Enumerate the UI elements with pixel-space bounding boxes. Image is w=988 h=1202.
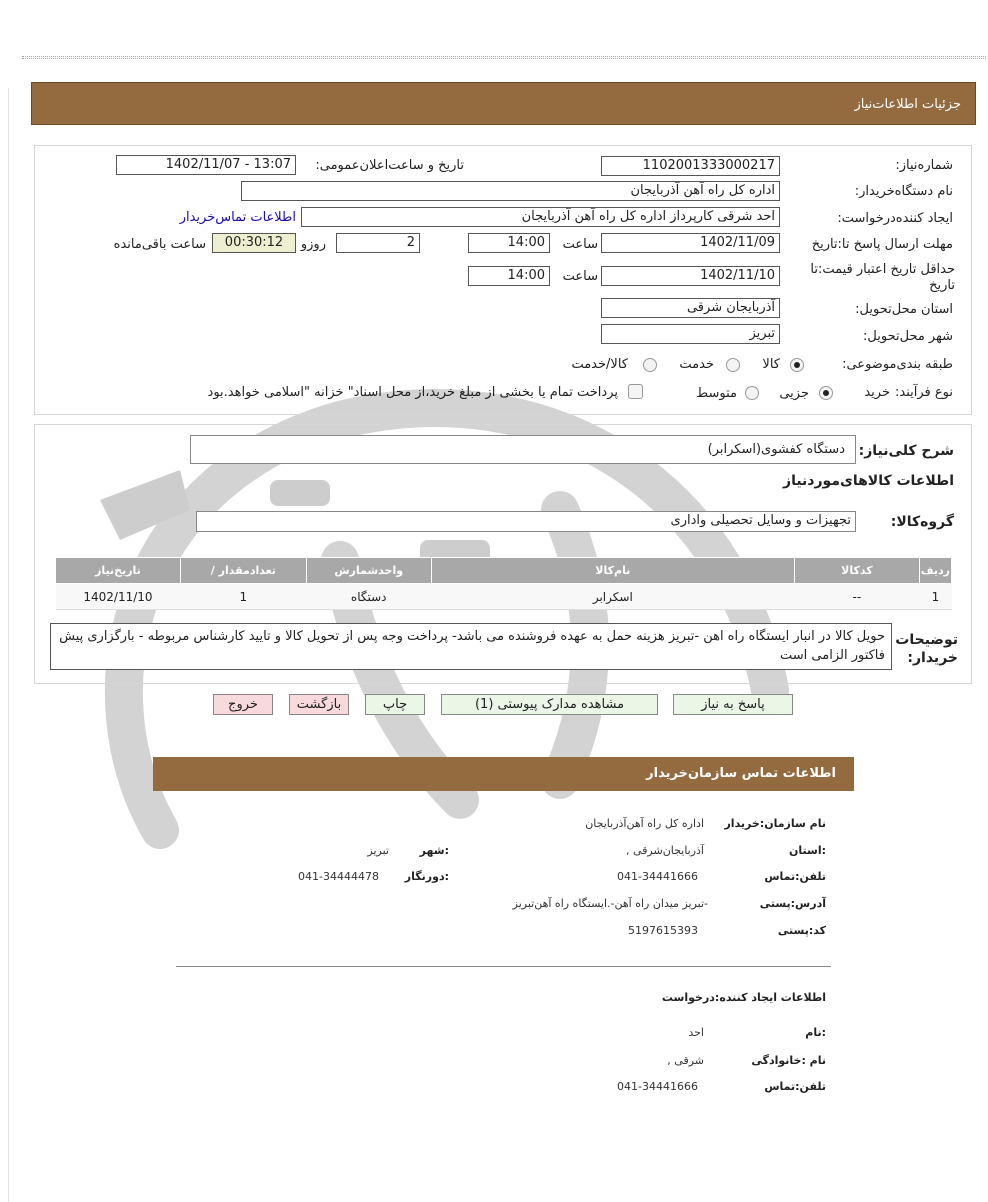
treasury-payment-note: پرداخت تمام یا بخشی از مبلغ خرید،از محل اسناد" خزانه "اسلامی خواهد.بود — [207, 385, 618, 400]
creator-info-title: اطلاعات ایجاد کننده:درخواست — [661, 991, 826, 1004]
process-radio-minor[interactable] — [819, 386, 833, 400]
days-label: روزو — [300, 237, 326, 252]
creator-name-value: احد — [688, 1026, 704, 1039]
creator-phone-value: 041-34441666 — [617, 1080, 698, 1093]
category-radio-goods[interactable] — [790, 358, 804, 372]
col-code-header: کدکالا — [794, 558, 919, 584]
org-name-label: نام سازمان:خریدار — [724, 817, 826, 830]
category-option-goods: کالا — [762, 357, 780, 372]
summary-label: شرح کلی‌نیاز: — [858, 443, 954, 459]
city-label: شهر محل‌تحویل: — [863, 329, 953, 344]
cell-qty: 1 — [180, 584, 306, 610]
cell-code: -- — [794, 584, 919, 610]
table-row — [56, 584, 952, 610]
announce-date-field: 1402/11/07 - 13:07 — [116, 155, 296, 175]
col-row-header: ردیف — [919, 558, 951, 584]
category-radio-both[interactable] — [643, 358, 657, 372]
remaining-label: ساعت باقی‌مانده — [113, 237, 206, 252]
city-contact-label: :شهر — [419, 844, 449, 857]
need-number-label: شماره‌نیاز: — [895, 158, 953, 173]
validity-time-field: 14:00 — [468, 266, 550, 286]
reply-button[interactable]: پاسخ به نیاز — [673, 694, 793, 715]
summary-field: دستگاه کفشوی(اسکرابر) — [190, 435, 856, 464]
contact-divider — [176, 966, 831, 967]
buyer-contact-bar — [153, 757, 854, 791]
creator-family-value: شرقی , — [667, 1054, 704, 1067]
process-label: نوع فرآیند: — [895, 385, 953, 400]
fax-label: :دورنگار — [404, 870, 449, 883]
goods-group-field: تجهیزات و وسایل تحصیلی واداری — [196, 511, 856, 532]
cell-row: 1 — [919, 584, 951, 610]
deadline-label: مهلت ارسال پاسخ تا:تاریخ — [811, 237, 953, 252]
days-field: 2 — [336, 233, 420, 253]
remaining-time-field: 00:30:12 — [212, 233, 296, 253]
address-value: -تبریز میدان راه آهن-.ایستگاه راه آهن‌تبریز — [512, 897, 708, 910]
announce-label: تاریخ و ساعت‌اعلان‌عمومی: — [315, 158, 464, 173]
buyer-contact-title: اطلاعات تماس سازمان‌خریدار — [646, 766, 836, 781]
goods-table — [55, 557, 952, 610]
phone-label: تلفن:تماس — [764, 870, 826, 883]
province-label: استان محل‌تحویل: — [855, 302, 953, 317]
col-date-header: تاریخ‌نیاز — [56, 558, 181, 584]
buyer-notes-label: توضیحات خریدار: — [895, 632, 958, 666]
cell-date: 1402/11/10 — [56, 584, 181, 610]
cell-unit: دستگاه — [306, 584, 431, 610]
treasury-payment-checkbox[interactable] — [628, 384, 643, 399]
left-border — [8, 88, 9, 1202]
deadline-time-field: 14:00 — [468, 233, 550, 253]
col-unit-header: واحدشمارش — [306, 558, 431, 584]
process-prefix: خرید — [864, 385, 890, 400]
creator-name-label: :نام — [805, 1026, 826, 1039]
print-button[interactable]: چاپ — [365, 694, 425, 715]
top-divider — [22, 56, 986, 59]
creator-field: احد شرقی کارپرداز اداره کل راه آهن آذربایجان — [301, 207, 780, 227]
goods-info-title: اطلاعات کالاهای‌موردنیاز — [783, 473, 954, 489]
category-option-service: خدمت — [679, 357, 714, 372]
buyer-field: اداره کل راه آهن آذربایجان — [241, 181, 780, 201]
deadline-time-label: ساعت — [562, 237, 598, 252]
creator-family-label: نام :خانوادگی — [751, 1054, 826, 1067]
province-contact-value: آذربایجان‌شرقی , — [626, 844, 704, 857]
process-option-medium: متوسط — [696, 386, 737, 401]
address-label: آدرس:پستی — [759, 897, 826, 910]
process-option-minor: جزیی — [779, 386, 809, 401]
deadline-date-field: 1402/11/09 — [601, 233, 780, 253]
category-label: طبقه بندی‌موضوعی: — [842, 357, 953, 372]
buyer-notes-field: حویل کالا در انبار ایستگاه راه اهن -تبریز هزینه حمل به عهده فروشنده می باشد- پرداخت وجه پس از تحویل کالا و تایید کارشناس مربوطه - بارگزاری پیش فاکتور الزامی است — [50, 623, 892, 670]
validity-label: حداقل تاریخ اعتبار قیمت:تا تاریخ — [810, 262, 955, 293]
process-radio-medium[interactable] — [745, 386, 759, 400]
col-name-header: نام‌کالا — [431, 558, 794, 584]
back-button[interactable]: بازگشت — [289, 694, 349, 715]
postal-code-label: کد:پستی — [777, 924, 826, 937]
col-qty-header: تعدادمقدار / — [180, 558, 306, 584]
goods-table-header — [56, 558, 952, 584]
creator-phone-label: تلفن:تماس — [764, 1080, 826, 1093]
header-bar — [31, 82, 976, 125]
postal-code-value: 5197615393 — [628, 924, 698, 937]
cell-name: اسکرابر — [431, 584, 794, 610]
phone-value: 041-34441666 — [617, 870, 698, 883]
view-documents-button[interactable]: مشاهده مدارک پیوستی (1) — [441, 694, 658, 715]
buyer-label: نام دستگاه‌خریدار: — [854, 184, 953, 199]
validity-time-label: ساعت — [562, 269, 598, 284]
city-field: تبریز — [601, 324, 780, 344]
need-number-field: 1102001333000217 — [601, 156, 780, 176]
province-contact-label: :استان — [789, 844, 826, 857]
org-name-value: اداره کل راه آهن‌آذربایجان — [585, 817, 704, 830]
header-title: جزئیات اطلاعات‌نیاز — [854, 97, 961, 112]
buyer-contact-link[interactable]: اطلاعات تماس‌خریدار — [179, 210, 296, 225]
fax-value: 041-34444478 — [298, 870, 379, 883]
province-field: آذربایجان شرقی — [601, 298, 780, 318]
creator-label: ایجاد کننده‌درخواست: — [837, 211, 953, 226]
goods-group-label: گروه‌کالا: — [890, 514, 954, 530]
validity-date-field: 1402/11/10 — [601, 266, 780, 286]
category-option-both: کالا/خدمت — [571, 357, 628, 372]
city-contact-value: تبریز — [367, 844, 389, 857]
category-radio-service[interactable] — [726, 358, 740, 372]
exit-button[interactable]: خروج — [213, 694, 273, 715]
